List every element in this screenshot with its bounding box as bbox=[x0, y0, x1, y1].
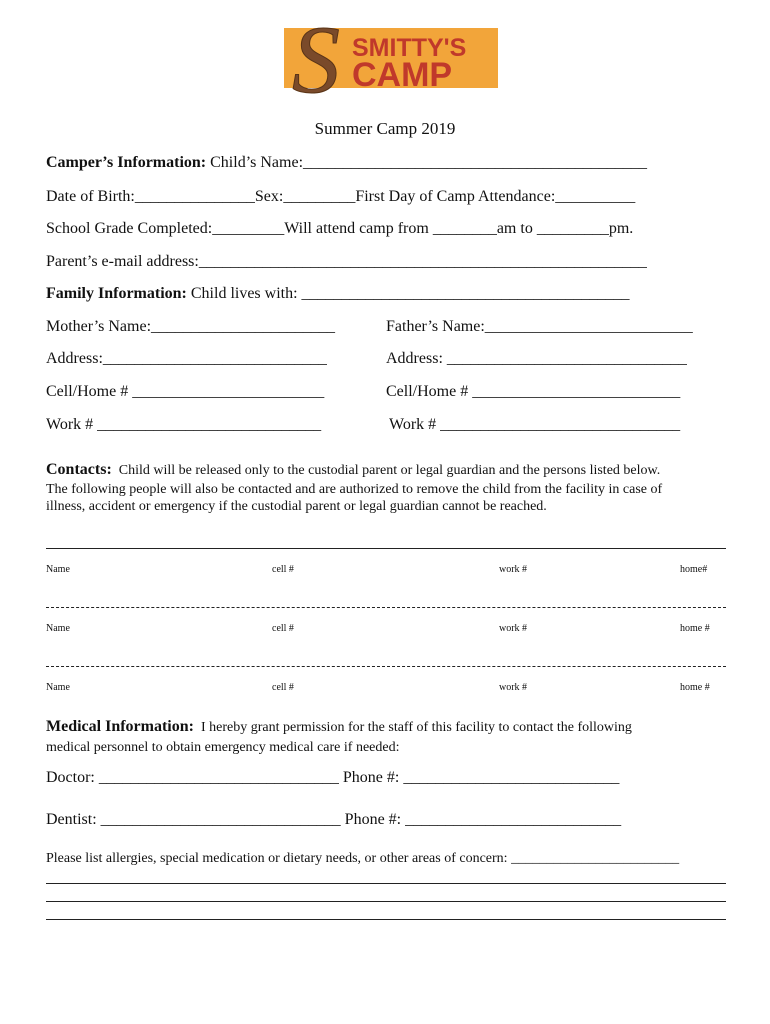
contact-3-cell-label: cell # bbox=[272, 682, 294, 693]
contact-2-home-label: home # bbox=[680, 623, 710, 634]
mother-address-field[interactable]: Address:____________________________ bbox=[46, 350, 327, 367]
contact-line-1[interactable] bbox=[46, 548, 726, 549]
mother-name-field[interactable]: Mother’s Name:_______________________ bbox=[46, 318, 336, 335]
logo-graphic bbox=[280, 14, 502, 102]
doctor-phone-field[interactable]: Doctor: ______________________________ Phone #: ___________________________ bbox=[46, 769, 620, 786]
page-title: Summer Camp 2019 bbox=[314, 119, 456, 138]
contact-2-work-label: work # bbox=[499, 623, 528, 634]
lives-with-field[interactable]: Child lives with: _________________________________________ bbox=[190, 285, 630, 302]
father-name-field[interactable]: Father’s Name:__________________________ bbox=[386, 318, 693, 335]
family-info-line bbox=[46, 285, 630, 303]
allergies-field[interactable]: Please list allergies, special medication or dietary needs, or other areas of concern: ________________________ bbox=[46, 851, 680, 866]
logo-line1: SMITTY'S bbox=[352, 34, 467, 62]
contacts-text-1: Child will be released only to the custodial parent or legal guardian and the persons listed below. bbox=[118, 463, 661, 478]
logo-letter: S bbox=[292, 14, 340, 102]
medical-text-1: I hereby grant permission for the staff of this facility to contact the following bbox=[200, 720, 632, 735]
mother-cell-field[interactable]: Cell/Home # ________________________ bbox=[46, 383, 325, 400]
contacts-text-2: The following people will also be contacted and are authorized to remove the child from the facility in case of bbox=[46, 482, 663, 497]
contact-1-name-label: Name bbox=[46, 564, 70, 575]
father-cell-field[interactable]: Cell/Home # __________________________ bbox=[386, 383, 681, 400]
contact-1-work-label: work # bbox=[499, 564, 528, 575]
parent-email-field[interactable]: Parent’s e-mail address:________________________________________________________ bbox=[46, 253, 647, 270]
father-address-field[interactable]: Address: ______________________________ bbox=[386, 350, 687, 367]
contacts-heading: Contacts: bbox=[46, 461, 112, 478]
logo-line2: CAMP bbox=[352, 56, 453, 94]
dentist-phone-field[interactable]: Dentist: ______________________________ Phone #: ___________________________ bbox=[46, 811, 622, 828]
contact-3-home-label: home # bbox=[680, 682, 710, 693]
grade-camp-hours-field[interactable]: School Grade Completed:_________Will attend camp from ________am to _________pm. bbox=[46, 220, 634, 237]
camper-info-line bbox=[46, 154, 647, 172]
medical-heading: Medical Information: bbox=[46, 718, 194, 735]
smittys-camp-logo bbox=[280, 14, 502, 102]
contact-2-name-label: Name bbox=[46, 623, 70, 634]
allergies-line-1[interactable] bbox=[46, 883, 726, 884]
father-work-field[interactable]: Work # ______________________________ bbox=[389, 416, 681, 433]
contacts-intro-line bbox=[46, 461, 660, 479]
contact-1-home-label: home# bbox=[680, 564, 708, 575]
contact-2-cell-label: cell # bbox=[272, 623, 294, 634]
allergies-line-3[interactable] bbox=[46, 919, 726, 920]
contacts-text-3: illness, accident or emergency if the custodial parent or legal guardian cannot be reached. bbox=[46, 499, 547, 514]
medical-intro-line bbox=[46, 718, 632, 736]
contact-line-2[interactable] bbox=[46, 607, 726, 608]
contact-1-cell-label: cell # bbox=[272, 564, 294, 575]
dob-sex-attendance-field[interactable]: Date of Birth:_______________Sex:_________First Day of Camp Attendance:__________ bbox=[46, 188, 636, 205]
contact-3-name-label: Name bbox=[46, 682, 70, 693]
child-name-field[interactable]: Child’s Name:___________________________________________ bbox=[210, 154, 648, 171]
medical-text-2: medical personnel to obtain emergency medical care if needed: bbox=[46, 740, 400, 755]
allergies-line-2[interactable] bbox=[46, 901, 726, 902]
family-info-heading: Family Information: bbox=[46, 285, 187, 302]
contact-line-3[interactable] bbox=[46, 666, 726, 667]
camper-info-heading: Camper’s Information: bbox=[46, 154, 207, 171]
mother-work-field[interactable]: Work # ____________________________ bbox=[46, 416, 322, 433]
contact-3-work-label: work # bbox=[499, 682, 528, 693]
